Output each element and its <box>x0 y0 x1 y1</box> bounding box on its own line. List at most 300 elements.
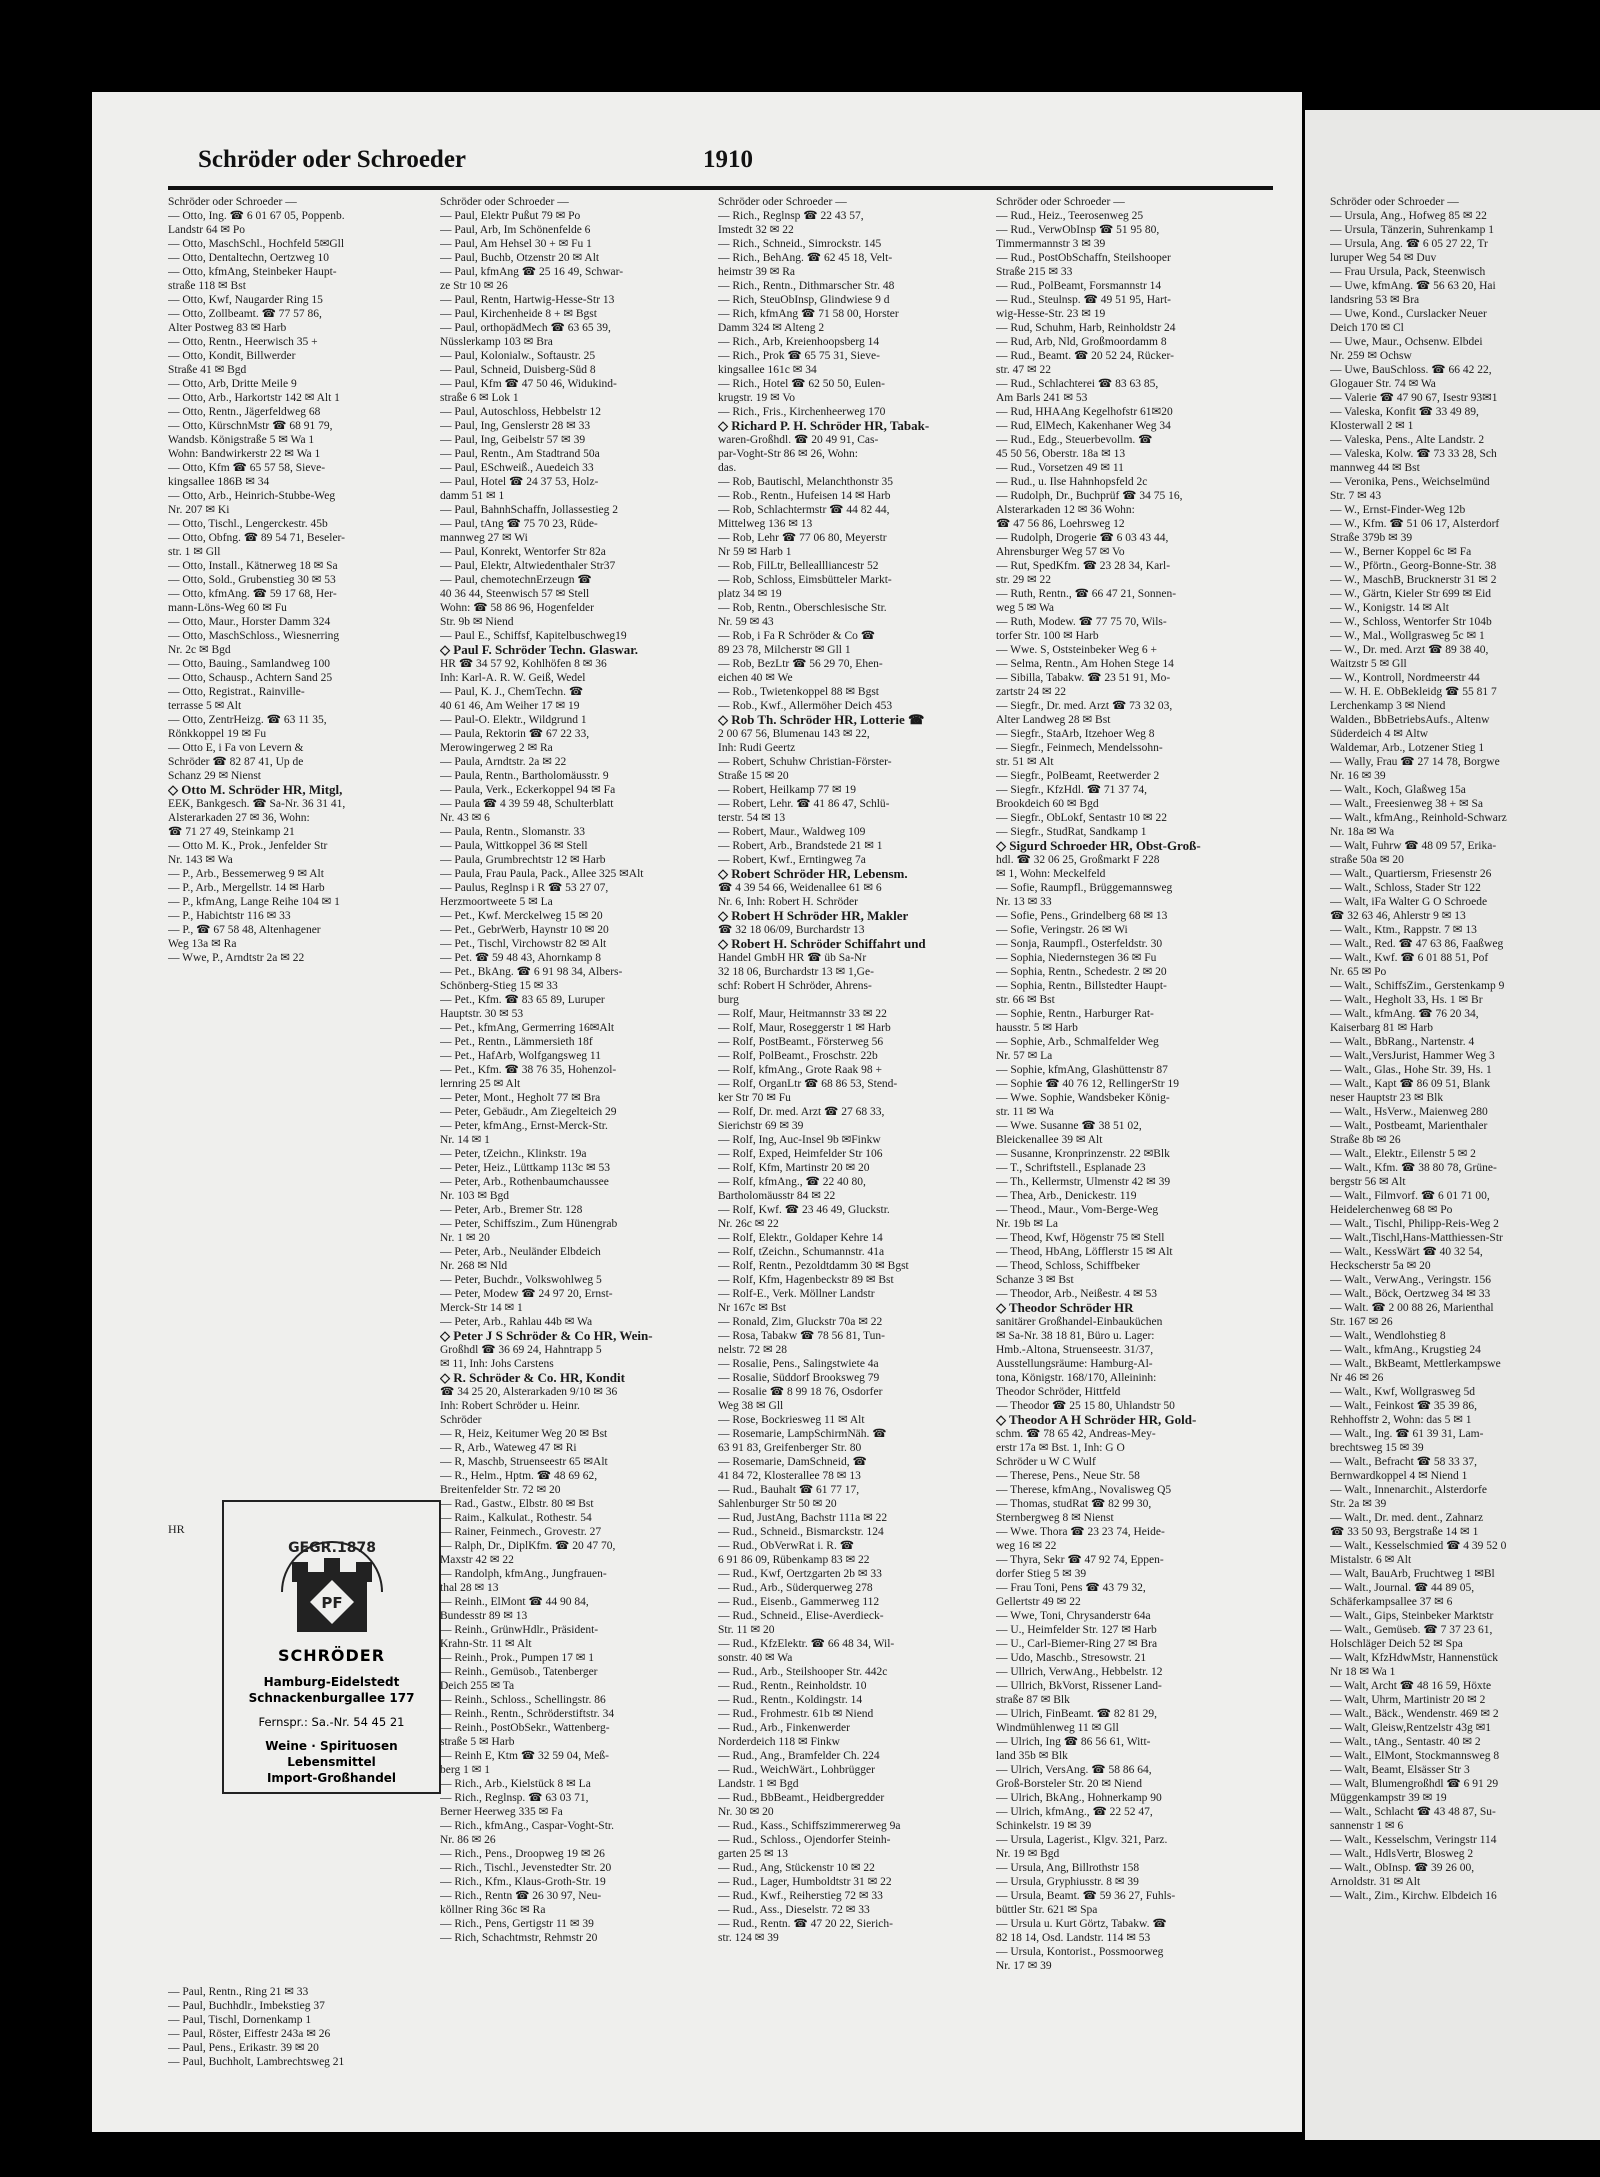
directory-entry: brechtsweg 15 ✉ 39 <box>1330 1442 1424 1454</box>
directory-entry: Nr. 268 ✉ Nld <box>440 1260 508 1272</box>
directory-entry: Alsterarkaden 12 ✉ 36 Wohn: <box>996 504 1135 516</box>
directory-entry: — Robert, Lehr. ☎ 41 86 47, Schlü- <box>718 798 890 810</box>
directory-entry: — Otto, Rentn., Jägerfeldweg 68 <box>168 406 321 418</box>
directory-entry: — Wwe. Thora ☎ 23 23 74, Heide- <box>996 1526 1165 1538</box>
directory-entry: Weg 13a ✉ Ra <box>168 938 237 950</box>
directory-entry: Merck-Str 14 ✉ 1 <box>440 1302 523 1314</box>
directory-entry: Weg 38 ✉ Gll <box>718 1400 784 1412</box>
directory-entry: Nr 59 ✉ Harb 1 <box>718 546 792 558</box>
directory-entry: — Theod, Schloss, Schiffbeker <box>996 1260 1140 1272</box>
directory-entry: garten 25 ✉ 13 <box>718 1848 788 1860</box>
directory-entry: — Raim., Kalkulat., Rothestr. 54 <box>440 1512 592 1524</box>
directory-entry: Großhdl ☎ 36 69 24, Hahntrapp 5 <box>440 1344 602 1356</box>
directory-entry: — W., Berner Koppel 6c ✉ Fa <box>1330 546 1472 558</box>
directory-entry: Breitenfelder Str. 72 ✉ 20 <box>440 1484 561 1496</box>
directory-entry: — Rut, SpedKfm. ☎ 23 28 34, Karl- <box>996 560 1171 572</box>
directory-entry: EEK, Bankgesch. ☎ Sa-Nr. 36 31 41, <box>168 798 346 810</box>
directory-entry: — Walt., BkBeamt, Mettlerkampswe <box>1330 1358 1501 1370</box>
directory-entry: — Rob, Rentn., Oberschlesische Str. <box>718 602 887 614</box>
directory-entry: Berner Heerweg 335 ✉ Fa <box>440 1806 563 1818</box>
directory-entry: — Wally, Frau ☎ 27 14 78, Borgwe <box>1330 756 1500 768</box>
directory-entry: — Rolf, Maur, Roseggerstr 1 ✉ Harb <box>718 1022 891 1034</box>
directory-entry: str. 11 ✉ Wa <box>996 1106 1054 1118</box>
directory-entry: mann-Löns-Weg 60 ✉ Fu <box>168 602 287 614</box>
directory-entry: Nr. 18a ✉ Wa <box>1330 826 1395 838</box>
directory-entry: — Otto, Dentaltechn, Oertzweg 10 <box>168 252 329 264</box>
directory-entry: — Rud., Arb., Finkenwerder <box>718 1722 850 1734</box>
directory-entry: Hmb.-Altona, Struenseestr. 31/37, <box>996 1344 1154 1356</box>
directory-entry: ☎ 71 27 49, Steinkamp 21 <box>168 826 295 838</box>
directory-entry: Alter Postweg 83 ✉ Harb <box>168 322 287 334</box>
directory-entry: — W., MaschB, Brucknerstr 31 ✉ 2 <box>1330 574 1497 586</box>
directory-entry: — Wwe. S, Oststeinbeker Weg 6 + <box>996 644 1157 656</box>
directory-entry: Alter Landweg 28 ✉ Bst <box>996 714 1111 726</box>
directory-entry: — Walt., HdlsVertr, Blosweg 2 <box>1330 1848 1474 1860</box>
directory-entry: — Rich., BehAng. ☎ 62 45 18, Velt- <box>718 252 893 264</box>
directory-entry: — Walt., Filmvorf. ☎ 6 01 71 00, <box>1330 1190 1490 1202</box>
directory-entry: Windmühlenweg 11 ✉ Gll <box>996 1722 1119 1734</box>
directory-entry: — Rolf, kfmAng., Grote Raak 98 + <box>718 1064 882 1076</box>
directory-entry: — Rud., Ass., Dieselstr. 72 ✉ 33 <box>718 1904 870 1916</box>
directory-entry: — Peter, Arb., Rahlau 44b ✉ Wa <box>440 1316 593 1328</box>
directory-entry: — Walt, Blumengroßhdl ☎ 6 91 29 <box>1330 1778 1499 1790</box>
directory-entry: ☎ 47 56 86, Loehrsweg 12 <box>996 518 1125 530</box>
directory-entry: Süderdeich 4 ✉ Altw <box>1330 728 1429 740</box>
directory-entry: — Ursula, Tänzerin, Suhrenkamp 1 <box>1330 224 1494 236</box>
directory-entry: — Paul-O. Elektr., Wildgrund 1 <box>440 714 587 726</box>
directory-entry: — Siegfr., ObLokf, Sentastr 10 ✉ 22 <box>996 812 1167 824</box>
directory-entry: — Rud., WeichWärt., Lohbrügger <box>718 1764 875 1776</box>
directory-entry: — Otto, Sold., Grubenstieg 30 ✉ 53 <box>168 574 336 586</box>
directory-entry: — Rud., Schneid., Bismarckstr. 124 <box>718 1526 884 1538</box>
directory-entry: — P., kfmAng, Lange Reihe 104 ✉ 1 <box>168 896 340 908</box>
directory-entry: — Rob., Rentn., Hufeisen 14 ✉ Harb <box>718 490 891 502</box>
directory-entry: Schinkelstr. 19 ✉ 39 <box>996 1820 1092 1832</box>
directory-entry: — Peter, Mont., Hegholt 77 ✉ Bra <box>440 1092 601 1104</box>
directory-entry: — Walt., kfmAng., Reinhold-Schwarz <box>1330 812 1507 824</box>
directory-entry: — Rud., Beamt. ☎ 20 52 24, Rücker- <box>996 350 1174 362</box>
directory-entry: 63 91 83, Greifenberger Str. 80 <box>718 1442 862 1454</box>
directory-entry: schf: Robert H Schröder, Ahrens- <box>718 980 872 992</box>
directory-entry: — Rolf, kfmAng., ☎ 22 40 80, <box>718 1176 866 1188</box>
directory-entry: — W., Ernst-Finder-Weg 12b <box>1330 504 1466 516</box>
directory-entry: Nüsslerkamp 103 ✉ Bra <box>440 336 553 348</box>
directory-entry: damm 51 ✉ 1 <box>440 490 505 502</box>
directory-entry: — Paul, Ing, Genslerstr 28 ✉ 33 <box>440 420 591 432</box>
directory-entry: — Otto, kfmAng, Steinbeker Haupt- <box>168 266 337 278</box>
directory-entry: — Rob., Twietenkoppel 88 ✉ Bgst <box>718 686 879 698</box>
directory-entry: — Otto, Rentn., Heerwisch 35 + <box>168 336 318 348</box>
directory-entry: — Walt., KessWärt ☎ 40 32 54, <box>1330 1246 1483 1258</box>
directory-entry: — Walt., Befracht ☎ 58 33 37, <box>1330 1456 1478 1468</box>
directory-entry: — Walt., VerwAng., Veringstr. 156 <box>1330 1274 1492 1286</box>
directory-entry: ◇ R. Schröder & Co. HR, Kondit <box>440 1371 625 1385</box>
directory-entry: — Rosalie, Süddorf Brooksweg 79 <box>718 1372 880 1384</box>
directory-entry: Lerchenkamp 3 ✉ Niend <box>1330 700 1446 712</box>
directory-entry: — Rud., PostObSchaffn, Steilshooper <box>996 252 1171 264</box>
directory-entry: — Walt.,VersJurist, Hammer Weg 3 <box>1330 1050 1495 1062</box>
directory-entry: — Rud, HHAAng Kegelhofstr 61✉20 <box>996 406 1173 418</box>
directory-entry: hdl. ☎ 32 06 25, Großmarkt F 228 <box>996 854 1160 866</box>
directory-entry: — Frau Ursula, Pack, Steenwisch <box>1330 266 1486 278</box>
directory-entry: — Walt., Gips, Steinbeker Marktstr <box>1330 1610 1494 1622</box>
directory-entry: — Rosemarie, LampSchirmNäh. ☎ <box>718 1428 887 1440</box>
directory-entry: — Therese, kfmAng., Novalisweg Q5 <box>996 1484 1172 1496</box>
directory-entry: Schröder <box>440 1414 482 1426</box>
directory-entry: Str. 9b ✉ Niend <box>440 616 514 628</box>
ad-brand: SCHRÖDER <box>277 1646 386 1665</box>
directory-entry: — Walt., BbRang., Nartenstr. 4 <box>1330 1036 1475 1048</box>
directory-entry: — Rud., Steulnsp. ☎ 49 51 95, Hart- <box>996 294 1171 306</box>
directory-entry: torfer Str. 100 ✉ Harb <box>996 630 1099 642</box>
directory-entry: mannweg 44 ✉ Bst <box>1330 462 1420 474</box>
directory-entry: — Walt, Uhrm, Martinistr 20 ✉ 2 <box>1330 1694 1486 1706</box>
directory-entry: — Thomas, studRat ☎ 82 99 30, <box>996 1498 1152 1510</box>
directory-entry: — Rolf, Kfm, Hagenbeckstr 89 ✉ Bst <box>718 1274 894 1286</box>
directory-entry: Schanz 29 ✉ Nienst <box>168 770 261 782</box>
directory-entry: Nr. 86 ✉ 26 <box>440 1834 496 1846</box>
directory-entry: — Ronald, Zim, Gluckstr 70a ✉ 22 <box>718 1316 883 1328</box>
directory-entry: — Rich., Kfm., Klaus-Groth-Str. 19 <box>440 1876 606 1888</box>
directory-entry: — Walt., Innenarchit., Alsterdorfe <box>1330 1484 1487 1496</box>
advertisement <box>222 1500 441 1794</box>
directory-entry: — W., Pförtn., Georg-Bonne-Str. 38 <box>1330 560 1497 572</box>
directory-entry: Ahrensburger Weg 57 ✉ Vo <box>996 546 1125 558</box>
directory-entry: — Rud., Schloss., Ojendorfer Steinh- <box>718 1834 891 1846</box>
directory-entry: das. <box>718 462 737 474</box>
directory-entry: Str. 167 ✉ 26 <box>1330 1316 1393 1328</box>
directory-entry: Nr. 17 ✉ 39 <box>996 1960 1052 1972</box>
directory-entry: Nr. 16 ✉ 39 <box>1330 770 1386 782</box>
directory-entry: — Walt., ElMont, Stockmannsweg 8 <box>1330 1750 1500 1762</box>
directory-entry: Inh: Karl-A. R. W. Geiß, Wedel <box>440 672 586 684</box>
directory-entry: — Rud., Arb., Steilshooper Str. 442c <box>718 1666 888 1678</box>
directory-entry: — Peter, kfmAng., Ernst-Merck-Str. <box>440 1120 608 1132</box>
directory-entry: Schröder u W C Wulf <box>996 1456 1096 1468</box>
directory-entry: — Thyra, Sekr ☎ 47 92 74, Eppen- <box>996 1554 1164 1566</box>
directory-entry: — Paul, kfmAng ☎ 25 16 49, Schwar- <box>440 266 624 278</box>
directory-entry: — Siegfr., KfzHdl. ☎ 71 37 74, <box>996 784 1148 796</box>
directory-entry: — Sibilla, Tabakw. ☎ 23 51 91, Mo- <box>996 672 1171 684</box>
directory-entry: Sternbergweg 8 ✉ Nienst <box>996 1512 1114 1524</box>
directory-entry: — Rud., Ang, Stückenstr 10 ✉ 22 <box>718 1862 875 1874</box>
directory-entry: — Rud., Edg., Steuerbevollm. ☎ <box>996 434 1153 446</box>
directory-entry: — Pet., GebrWerb, Haynstr 10 ✉ 20 <box>440 924 609 936</box>
directory-entry: — Peter, Schiffszim., Zum Hünengrab <box>440 1218 618 1230</box>
directory-entry: Schröder ☎ 82 87 41, Up de <box>168 756 304 768</box>
directory-entry: — Rolf, PolBeamt., Froschstr. 22b <box>718 1050 878 1062</box>
directory-entry: — Walt., Kapt ☎ 86 09 51, Blank <box>1330 1078 1491 1090</box>
directory-entry: — Reinh., ElMont ☎ 44 90 84, <box>440 1596 589 1608</box>
directory-entry: — Robert, Schuhw Christian-Förster- <box>718 756 892 768</box>
directory-entry: Wohn: ☎ 58 86 96, Hogenfelder <box>440 602 594 614</box>
directory-entry: — Sophie, Rentn., Harburger Rat- <box>996 1008 1154 1020</box>
directory-entry: — Rud., Rentn., Reinholdstr. 10 <box>718 1680 867 1692</box>
directory-entry: — T., Schriftstell., Esplanade 23 <box>996 1162 1146 1174</box>
directory-entry: — Rich., Rentn ☎ 26 30 97, Neu- <box>440 1890 602 1902</box>
directory-entry: Ausstellungsräume: Hamburg-Al- <box>996 1358 1153 1370</box>
directory-entry: — Rich., Hotel ☎ 62 50 50, Eulen- <box>718 378 885 390</box>
directory-entry: Nr. 259 ✉ Ochsw <box>1330 350 1412 362</box>
directory-entry: — Siegfr., StaArb, Itzehoer Weg 8 <box>996 728 1155 740</box>
directory-entry: ◇ Richard P. H. Schröder HR, Tabak- <box>718 419 930 433</box>
directory-entry: — R, Arb., Wateweg 47 ✉ Ri <box>440 1442 577 1454</box>
directory-entry: Nr 167c ✉ Bst <box>718 1302 787 1314</box>
directory-entry: — Rosalie, Pens., Salingstwiete 4a <box>718 1358 879 1370</box>
directory-entry: Waitzstr 5 ✉ Gll <box>1330 658 1407 670</box>
directory-entry: — Rud., Frohmestr. 61b ✉ Niend <box>718 1708 874 1720</box>
directory-entry: — Rud., Vorsetzen 49 ✉ 11 <box>996 462 1124 474</box>
column-4 <box>996 195 1270 2090</box>
directory-entry: str. 51 ✉ Alt <box>996 756 1054 768</box>
directory-entry: — Ullrich, VerwAng., Hebbelstr. 12 <box>996 1666 1163 1678</box>
directory-entry: — Ulrich, VersAng. ☎ 58 86 64, <box>996 1764 1152 1776</box>
ad-line-3: Import-Großhandel <box>266 1771 397 1785</box>
directory-entry: — Paula, Arndtstr. 2a ✉ 22 <box>440 756 567 768</box>
directory-entry: — Reinh., Rentn., Schröderstiftstr. 34 <box>440 1708 615 1720</box>
directory-entry: 40 36 44, Steenwisch 57 ✉ Stell <box>440 588 590 600</box>
directory-entry: — Walt., Zim., Kirchw. Elbdeich 16 <box>1330 1890 1497 1902</box>
directory-entry: — Paul, Ing, Geibelstr 57 ✉ 39 <box>440 434 586 446</box>
directory-entry: — Rob, Lehr ☎ 77 06 80, Meyerstr <box>718 532 887 544</box>
directory-entry: — Walt., Kesselschmied ☎ 4 39 52 0 <box>1330 1540 1507 1552</box>
directory-entry: Schröder oder Schroeder — <box>1330 196 1459 208</box>
directory-entry: — Peter, Arb., Neuländer Elbdeich <box>440 1246 601 1258</box>
directory-entry: — R, Heiz, Keitumer Weg 20 ✉ Bst <box>440 1428 608 1440</box>
directory-entry: Rönkkoppel 19 ✉ Fu <box>168 728 267 740</box>
directory-entry: weg 5 ✉ Wa <box>996 602 1054 614</box>
directory-entry: — Theod, Kwf, Högenstr 75 ✉ Stell <box>996 1232 1165 1244</box>
directory-entry: krugstr. 19 ✉ Vo <box>718 392 795 404</box>
directory-entry: — Rolf, PostBeamt., Försterweg 56 <box>718 1036 884 1048</box>
directory-entry: — Ursula, Ang, Billrothstr 158 <box>996 1862 1140 1874</box>
directory-entry: — Veronika, Pens., Weichselmünd <box>1330 476 1490 488</box>
directory-entry: ◇ Robert H Schröder HR, Makler <box>718 909 909 923</box>
directory-entry: — Paul, Elektr, Altwiedenthaler Str37 <box>440 560 616 572</box>
directory-entry: str. 124 ✉ 39 <box>718 1932 779 1944</box>
directory-entry: Nr 18 ✉ Wa 1 <box>1330 1666 1396 1678</box>
directory-entry: — Paul, Buchholt, Lambrechtsweg 21 <box>168 2056 345 2068</box>
directory-entry: — W. H. E. ObBekleidg ☎ 55 81 7 <box>1330 686 1497 698</box>
directory-entry: Nr. 19 ✉ Bgd <box>996 1848 1060 1860</box>
directory-entry: weg 16 ✉ 22 <box>996 1540 1057 1552</box>
directory-entry: — Rich., Reglnsp. ☎ 63 03 71, <box>440 1792 589 1804</box>
directory-entry: — Paul, Elektr Pußut 79 ✉ Po <box>440 210 581 222</box>
directory-entry: — Walt., Red. ☎ 47 63 86, Faaßweg <box>1330 938 1504 950</box>
directory-entry: Mistalstr. 6 ✉ Alt <box>1330 1554 1412 1566</box>
directory-entry: — Rich., Pens., Droopweg 19 ✉ 26 <box>440 1848 605 1860</box>
directory-entry: Maxstr 42 ✉ 22 <box>440 1554 514 1566</box>
directory-entry: — Paul, Rentn., Ring 21 ✉ 33 <box>168 1986 309 1998</box>
directory-entry: — Paula, Wittkoppel 36 ✉ Stell <box>440 840 588 852</box>
directory-entry: — Walt., Schlacht ☎ 43 48 87, Su- <box>1330 1806 1496 1818</box>
directory-entry: Straße 215 ✉ 33 <box>996 266 1073 278</box>
directory-entry: Mittelweg 136 ✉ 13 <box>718 518 813 530</box>
directory-entry: — Sophie ☎ 40 76 12, RellingerStr 19 <box>996 1078 1179 1090</box>
directory-entry: terrasse 5 ✉ Alt <box>168 700 242 712</box>
directory-entry: — Walt., Dr. med. dent., Zahnarz <box>1330 1512 1484 1524</box>
directory-entry: — Walt., HsVerw., Maienweg 280 <box>1330 1106 1488 1118</box>
directory-entry: burg <box>718 994 739 1006</box>
directory-entry: Nr. 43 ✉ 6 <box>440 812 490 824</box>
directory-entry: — Rainer, Feinmech., Grovestr. 27 <box>440 1526 602 1538</box>
directory-entry: Nr. 57 ✉ La <box>996 1050 1053 1062</box>
directory-entry: — Walt., Elektr., Eilenstr 5 ✉ 2 <box>1330 1148 1476 1160</box>
directory-entry: — Rolf, tZeichn., Schumannstr. 41a <box>718 1246 885 1258</box>
directory-entry: mannweg 27 ✉ Wi <box>440 532 528 544</box>
directory-entry: — Walt., Hegholt 33, Hs. 1 ✉ Br <box>1330 994 1483 1006</box>
directory-entry: — Siegfr., PolBeamt, Reetwerder 2 <box>996 770 1160 782</box>
directory-entry: 40 61 46, Am Weiher 17 ✉ 19 <box>440 700 580 712</box>
directory-entry: — Otto E, i Fa von Levern & <box>168 742 304 754</box>
directory-entry: — W., Mal., Wollgrasweg 5c ✉ 1 <box>1330 630 1485 642</box>
directory-entry: — Rob, Schloss, Eimsbütteler Markt- <box>718 574 892 586</box>
directory-entry: — Walt., Wendlohstieg 8 <box>1330 1330 1446 1342</box>
directory-entry: Müggenkampstr 39 ✉ 19 <box>1330 1792 1447 1804</box>
directory-entry: Nr. 30 ✉ 20 <box>718 1806 774 1818</box>
directory-entry: Sahlenburger Str 50 ✉ 20 <box>718 1498 837 1510</box>
directory-entry: — P., Arb., Bessemerweg 9 ✉ Alt <box>168 868 324 880</box>
directory-entry: — Rich., Rentn., Dithmarscher Str. 48 <box>718 280 895 292</box>
directory-entry: — Paul, Kirchenheide 8 + ✉ Bgst <box>440 308 597 320</box>
directory-entry: Arnoldstr. 31 ✉ Alt <box>1330 1876 1421 1888</box>
directory-entry: — Randolph, kfmAng., Jungfrauen- <box>440 1568 607 1580</box>
directory-entry: — Valeska, Kolw. ☎ 73 33 28, Sch <box>1330 448 1497 460</box>
directory-entry: — Otto, ZentrHeizg. ☎ 63 11 35, <box>168 714 327 726</box>
directory-entry: straße 87 ✉ Blk <box>996 1694 1070 1706</box>
directory-entry: ze Str 10 ✉ 26 <box>440 280 508 292</box>
directory-entry: Schröder oder Schroeder — <box>168 196 297 208</box>
directory-entry: — Walt., Ktm., Rappstr. 7 ✉ 13 <box>1330 924 1477 936</box>
directory-entry: str. 29 ✉ 22 <box>996 574 1052 586</box>
page-header <box>168 140 1273 180</box>
directory-entry: — Otto, Ing. ☎ 6 01 67 05, Poppenb. <box>168 210 345 222</box>
ad-line-2: Lebensmittel <box>287 1755 376 1769</box>
directory-entry: — Theodor ☎ 25 15 80, Uhlandstr 50 <box>996 1400 1175 1412</box>
directory-entry: — Peter, Heiz., Lüttkamp 113c ✉ 53 <box>440 1162 611 1174</box>
directory-entry: — Paul E., Schiffsf, Kapitelbuschweg19 <box>440 630 627 642</box>
directory-entry: ◇ Paul F. Schröder Techn. Glaswar. <box>440 643 639 657</box>
directory-entry: — Paul, Röster, Eiffestr 243a ✉ 26 <box>168 2028 331 2040</box>
directory-entry: Str. 7 ✉ 43 <box>1330 490 1382 502</box>
directory-entry: — Walt., Kwf, Wollgrasweg 5d <box>1330 1386 1475 1398</box>
directory-entry: Schanze 3 ✉ Bst <box>996 1274 1074 1286</box>
svg-text:GEGR.1878: GEGR.1878 <box>287 1540 376 1556</box>
directory-entry: — Rud, Schuhm, Harb, Reinholdstr 24 <box>996 322 1176 334</box>
directory-entry: — Otto, MaschSchl., Hochfeld 5✉Gll <box>168 238 345 250</box>
directory-entry: — Rich, kfmAng ☎ 71 58 00, Horster <box>718 308 899 320</box>
directory-entry: — Ursula u. Kurt Görtz, Tabakw. ☎ <box>996 1918 1167 1930</box>
directory-entry: ☎ 33 50 93, Bergstraße 14 ✉ 1 <box>1330 1526 1479 1538</box>
directory-entry: — Peter, Arb., Bremer Str. 128 <box>440 1204 583 1216</box>
directory-entry: neser Hauptstr 23 ✉ Blk <box>1330 1092 1444 1104</box>
directory-entry: sanitärer Großhandel-Einbauküchen <box>996 1316 1163 1328</box>
directory-entry: — Walt., Postbeamt, Marienthaler <box>1330 1120 1488 1132</box>
directory-entry: — Otto, Kwf, Naugarder Ring 15 <box>168 294 323 306</box>
directory-entry: — P., Habichtstr 116 ✉ 33 <box>168 910 291 922</box>
directory-entry: — Peter, tZeichn., Klinkstr. 19a <box>440 1148 587 1160</box>
directory-entry: — Rud., Heiz., Teerosenweg 25 <box>996 210 1144 222</box>
directory-entry: — Rolf, Kfm, Martinstr 20 ✉ 20 <box>718 1162 870 1174</box>
directory-entry: sonstr. 40 ✉ Wa <box>718 1652 793 1664</box>
directory-entry: Inh: Rudi Geertz <box>718 742 796 754</box>
directory-entry: — Rud., Schlachterei ☎ 83 63 85, <box>996 378 1159 390</box>
directory-entry: Glogauer Str. 74 ✉ Wa <box>1330 378 1436 390</box>
directory-entry: Wandsb. Königstraße 5 ✉ Wa 1 <box>168 434 315 446</box>
directory-entry: Waldemar, Arb., Lotzener Stieg 1 <box>1330 742 1485 754</box>
directory-entry: — Rolf, Elektr., Goldaper Kehre 14 <box>718 1232 883 1244</box>
directory-entry: Herzmoortweete 5 ✉ La <box>440 896 553 908</box>
directory-entry: landsring 53 ✉ Bra <box>1330 294 1420 306</box>
directory-entry: Nr 46 ✉ 26 <box>1330 1372 1384 1384</box>
directory-entry: — Pet. ☎ 59 48 43, Ahornkamp 8 <box>440 952 601 964</box>
directory-entry: — Robert, Heilkamp 77 ✉ 19 <box>718 784 857 796</box>
directory-entry: — Otto, Maur., Horster Damm 324 <box>168 616 331 628</box>
directory-entry: — Paul, Konrekt, Wentorfer Str 82a <box>440 546 606 558</box>
directory-entry: — Rud., u. Ilse Hahnhopsfeld 2c <box>996 476 1148 488</box>
directory-entry: — Rud, ElMech, Kakenhaner Weg 34 <box>996 420 1171 432</box>
directory-entry: Straße 8b ✉ 26 <box>1330 1134 1401 1146</box>
directory-entry: — Theod, HbAng, Löfflerstr 15 ✉ Alt <box>996 1246 1173 1258</box>
directory-entry: — Walt., Ing. ☎ 61 39 31, Lam- <box>1330 1428 1484 1440</box>
directory-entry: ☎ 32 63 46, Ahlerstr 9 ✉ 13 <box>1330 910 1466 922</box>
directory-entry: — Paul, ESchweiß., Auedeich 33 <box>440 462 594 474</box>
directory-entry: — Walt., tAng., Sentastr. 40 ✉ 2 <box>1330 1736 1481 1748</box>
directory-entry: — Rud., Lager, Humboldtstr 31 ✉ 22 <box>718 1876 892 1888</box>
directory-entry: Brookdeich 60 ✉ Bgd <box>996 798 1099 810</box>
directory-entry: ◇ Theodor A H Schröder HR, Gold- <box>996 1413 1197 1427</box>
directory-entry: — Ursula, Ang. ☎ 6 05 27 22, Tr <box>1330 238 1488 250</box>
directory-entry: Holschläger Deich 52 ✉ Spa <box>1330 1638 1463 1650</box>
directory-entry: — Valeska, Konfit ☎ 33 49 89, <box>1330 406 1479 418</box>
directory-entry: — Paul, orthopädMech ☎ 63 65 39, <box>440 322 611 334</box>
directory-entry: — Rich., Pens, Gertigstr 11 ✉ 39 <box>440 1918 594 1930</box>
directory-entry: — Reinh., GrünwHdlr., Präsident- <box>440 1624 599 1636</box>
directory-entry: — Walt., Bäck., Wendenstr. 469 ✉ 2 <box>1330 1708 1499 1720</box>
ad-phone: Fernspr.: Sa.-Nr. 54 45 21 <box>258 1715 405 1729</box>
directory-entry: — Walt., Freesienweg 38 + ✉ Sa <box>1330 798 1483 810</box>
directory-entry: — Uwe, BauSchloss. ☎ 66 42 22, <box>1330 364 1492 376</box>
directory-entry: — Walt.,Tischl,Hans-Matthiessen-Str <box>1330 1232 1503 1244</box>
directory-entry: Timmermannstr 3 ✉ 39 <box>996 238 1106 250</box>
directory-entry: Str. 2a ✉ 39 <box>1330 1498 1387 1510</box>
directory-entry: par-Voght-Str 86 ✉ 26, Wohn: <box>718 448 858 460</box>
directory-entry: ◇ Theodor Schröder HR <box>996 1301 1134 1315</box>
directory-entry: dorfer Stieg 5 ✉ 39 <box>996 1568 1087 1580</box>
directory-entry: sannenstr 1 ✉ 6 <box>1330 1820 1404 1832</box>
directory-entry: — W., Gärtn, Kieler Str 699 ✉ Eid <box>1330 588 1492 600</box>
directory-entry: Kaiserbarg 81 ✉ Harb <box>1330 1022 1433 1034</box>
directory-entry: Imstedt 32 ✉ 22 <box>718 224 794 236</box>
directory-entry: waren-Großhdl. ☎ 20 49 91, Cas- <box>718 434 879 446</box>
directory-entry: — Rich., Reglnsp ☎ 22 43 57, <box>718 210 864 222</box>
directory-entry: Nr. 6, Inh: Robert H. Schröder <box>718 896 858 908</box>
directory-entry: — Walt., Kesselschm, Veringstr 114 <box>1330 1834 1497 1846</box>
directory-entry: — Rich., Arb, Kreienhoopsberg 14 <box>718 336 880 348</box>
directory-entry: straße 50a ✉ 20 <box>1330 854 1404 866</box>
directory-entry: 6 91 86 09, Rübenkamp 83 ✉ 22 <box>718 1554 870 1566</box>
directory-entry: — Rud., Kwf, Oertzgarten 2b ✉ 33 <box>718 1568 882 1580</box>
directory-entry: — Otto, Schausp., Achtern Sand 25 <box>168 672 333 684</box>
directory-entry: Schröder oder Schroeder — <box>996 196 1125 208</box>
directory-entry: — Rud., PolBeamt, Forsmannstr 14 <box>996 280 1162 292</box>
directory-entry: — Sofie, Veringstr. 26 ✉ Wi <box>996 924 1128 936</box>
directory-entry: — Otto, Kfm ☎ 65 57 58, Sieve- <box>168 462 326 474</box>
directory-entry: — Pet., Rentn., Lämmersieth 18f <box>440 1036 593 1048</box>
directory-entry: — Paul, Hotel ☎ 24 37 53, Holz- <box>440 476 599 488</box>
directory-entry: — Sophie, kfmAng, Glashüttenstr 87 <box>996 1064 1168 1076</box>
directory-entry: — Sophia, Rentn., Schedestr. 2 ✉ 20 <box>996 966 1167 978</box>
